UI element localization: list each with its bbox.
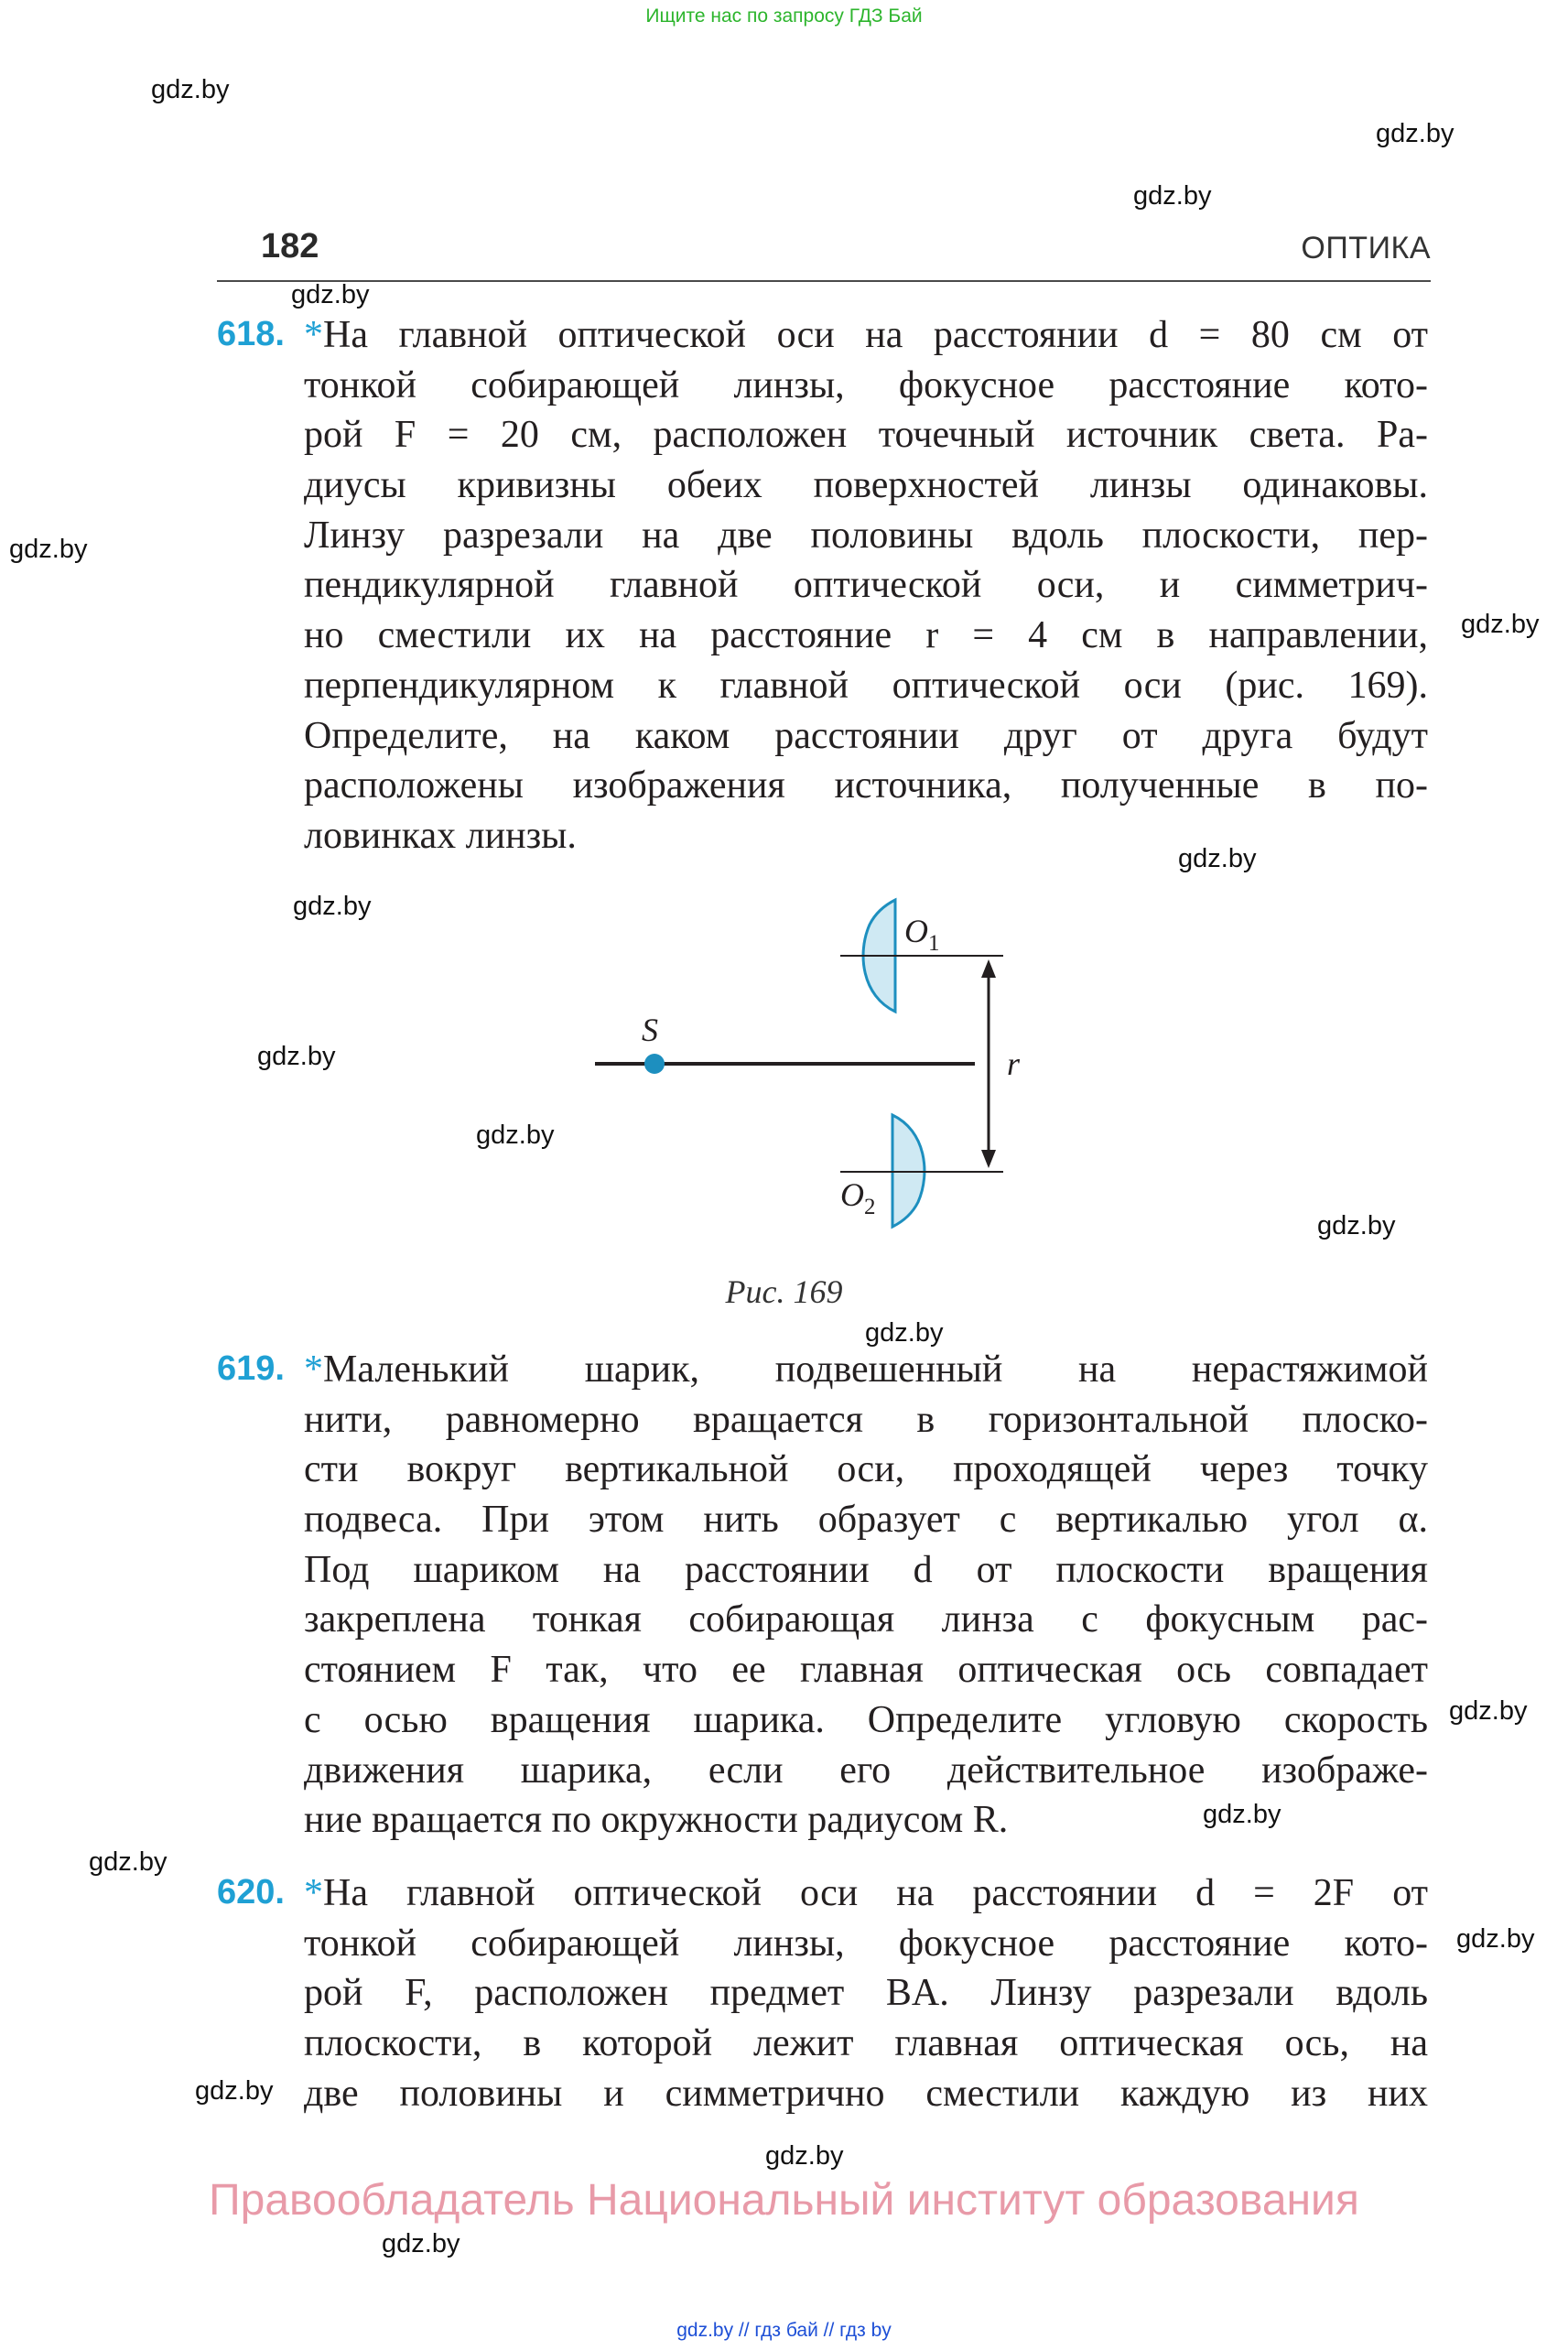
- watermark: gdz.by: [9, 535, 88, 564]
- problem-line: Маленький шарик, подвешенный на нерастяжимой: [323, 1348, 1428, 1391]
- section-title: ОПТИКА: [1301, 231, 1431, 265]
- problem-line: Линзу разрезали на две половины вдоль плоскости, пер-: [304, 514, 1428, 557]
- problem-number: 620.: [217, 1873, 285, 1911]
- label-s: S: [642, 1012, 658, 1048]
- watermark: gdz.by: [1376, 119, 1454, 148]
- problem-number: 618.: [217, 315, 285, 353]
- top-banner[interactable]: Ищите нас по запросу ГДЗ Бай: [645, 5, 923, 27]
- watermark: gdz.by: [293, 892, 372, 921]
- watermark: gdz.by: [476, 1121, 555, 1150]
- problem-line: сти вокруг вертикальной оси, проходящей через точку: [304, 1448, 1428, 1491]
- header-divider: [217, 280, 1431, 282]
- problem-line: подвеса. При этом нить образует с вертикалью угол α.: [304, 1499, 1428, 1542]
- label-o1-sub: 1: [928, 931, 940, 956]
- arrow-head-up: [981, 959, 996, 978]
- problem-line: закреплена тонкая собирающая линза с фокусным рас-: [304, 1598, 1428, 1641]
- footer-links[interactable]: gdz.by // гдз бай // гдз by: [676, 2320, 892, 2341]
- problem-line: пендикулярной главной оптической оси, и симметрич-: [304, 564, 1428, 607]
- label-o2-sub: 2: [864, 1195, 876, 1219]
- figure-caption: Рис. 169: [725, 1273, 843, 1310]
- watermark: gdz.by: [1203, 1800, 1281, 1829]
- label-o1: O: [904, 913, 928, 949]
- watermark: gdz.by: [257, 1042, 336, 1071]
- watermark: gdz.by: [1449, 1696, 1528, 1726]
- watermark: gdz.by: [1456, 1924, 1535, 1954]
- watermark: gdz.by: [1461, 610, 1540, 639]
- problem-line: нити, равномерно вращается в горизонтальной плоско-: [304, 1398, 1428, 1441]
- problem-line: две половины и симметрично сместили каждую из них: [304, 2072, 1428, 2115]
- problem-line: расположены изображения источника, полученные в по-: [304, 764, 1428, 807]
- problem-line: тонкой собирающей линзы, фокусное расстояние кото-: [304, 363, 1428, 406]
- watermark: gdz.by: [291, 280, 370, 309]
- problem-star: *: [304, 1872, 323, 1914]
- problem-line: но сместили их на расстояние r = 4 см в направлении,: [304, 614, 1428, 657]
- problem-line: На главной оптической оси на расстоянии d = 80 см от: [323, 314, 1428, 356]
- watermark: gdz.by: [1317, 1211, 1396, 1240]
- watermark: gdz.by: [865, 1318, 944, 1348]
- watermark: gdz.by: [382, 2229, 460, 2258]
- problem-line: Под шариком на расстоянии d от плоскости вращения: [304, 1548, 1428, 1591]
- watermark: gdz.by: [1178, 844, 1257, 873]
- watermark: gdz.by: [151, 75, 230, 104]
- watermark: gdz.by: [195, 2076, 274, 2106]
- watermark: gdz.by: [765, 2141, 844, 2171]
- problem-star: *: [304, 314, 323, 356]
- problem-line: ловинках линзы.: [304, 814, 577, 857]
- figure-169: [549, 879, 1062, 1245]
- label-o2: O: [840, 1176, 864, 1213]
- problem-line: рой F = 20 см, расположен точечный источник света. Ра-: [304, 414, 1428, 457]
- problem-line: плоскости, в которой лежит главная оптическая ось, на: [304, 2022, 1428, 2065]
- watermark: gdz.by: [89, 1847, 168, 1877]
- arrow-head-down: [981, 1150, 996, 1168]
- problem-line: тонкой собирающей линзы, фокусное расстояние кото-: [304, 1922, 1428, 1965]
- problem-line: ние вращается по окружности радиусом R.: [304, 1799, 1009, 1842]
- problem-line: стоянием F так, что ее главная оптическая ось совпадает: [304, 1649, 1428, 1692]
- problem-line: с осью вращения шарика. Определите угловую скорость: [304, 1698, 1428, 1741]
- problem-line: Определите, на каком расстоянии друг от друга будут: [304, 714, 1428, 757]
- problem-number: 619.: [217, 1349, 285, 1388]
- problem-line: диусы кривизны обеих поверхностей линзы одинаковы.: [304, 464, 1428, 507]
- copyright-notice: Правообладатель Национальный институт образования: [209, 2176, 1359, 2225]
- problem-line: На главной оптической оси на расстоянии d = 2F от: [323, 1872, 1428, 1914]
- label-r: r: [1007, 1045, 1021, 1082]
- problem-620-text: [304, 1868, 1428, 2118]
- problem-line: перпендикулярном к главной оптической оси (рис. 169).: [304, 664, 1428, 707]
- watermark: gdz.by: [1133, 181, 1212, 211]
- problem-618-text: [304, 310, 1428, 861]
- problem-line: рой F, расположен предмет BA. Линзу разрезали вдоль: [304, 1972, 1428, 2015]
- problem-star: *: [304, 1348, 323, 1391]
- problem-619-text: [304, 1345, 1428, 1846]
- page-number: 182: [261, 227, 319, 265]
- point-source: [644, 1054, 665, 1074]
- problem-line: движения шарика, если его действительное изображе-: [304, 1749, 1428, 1792]
